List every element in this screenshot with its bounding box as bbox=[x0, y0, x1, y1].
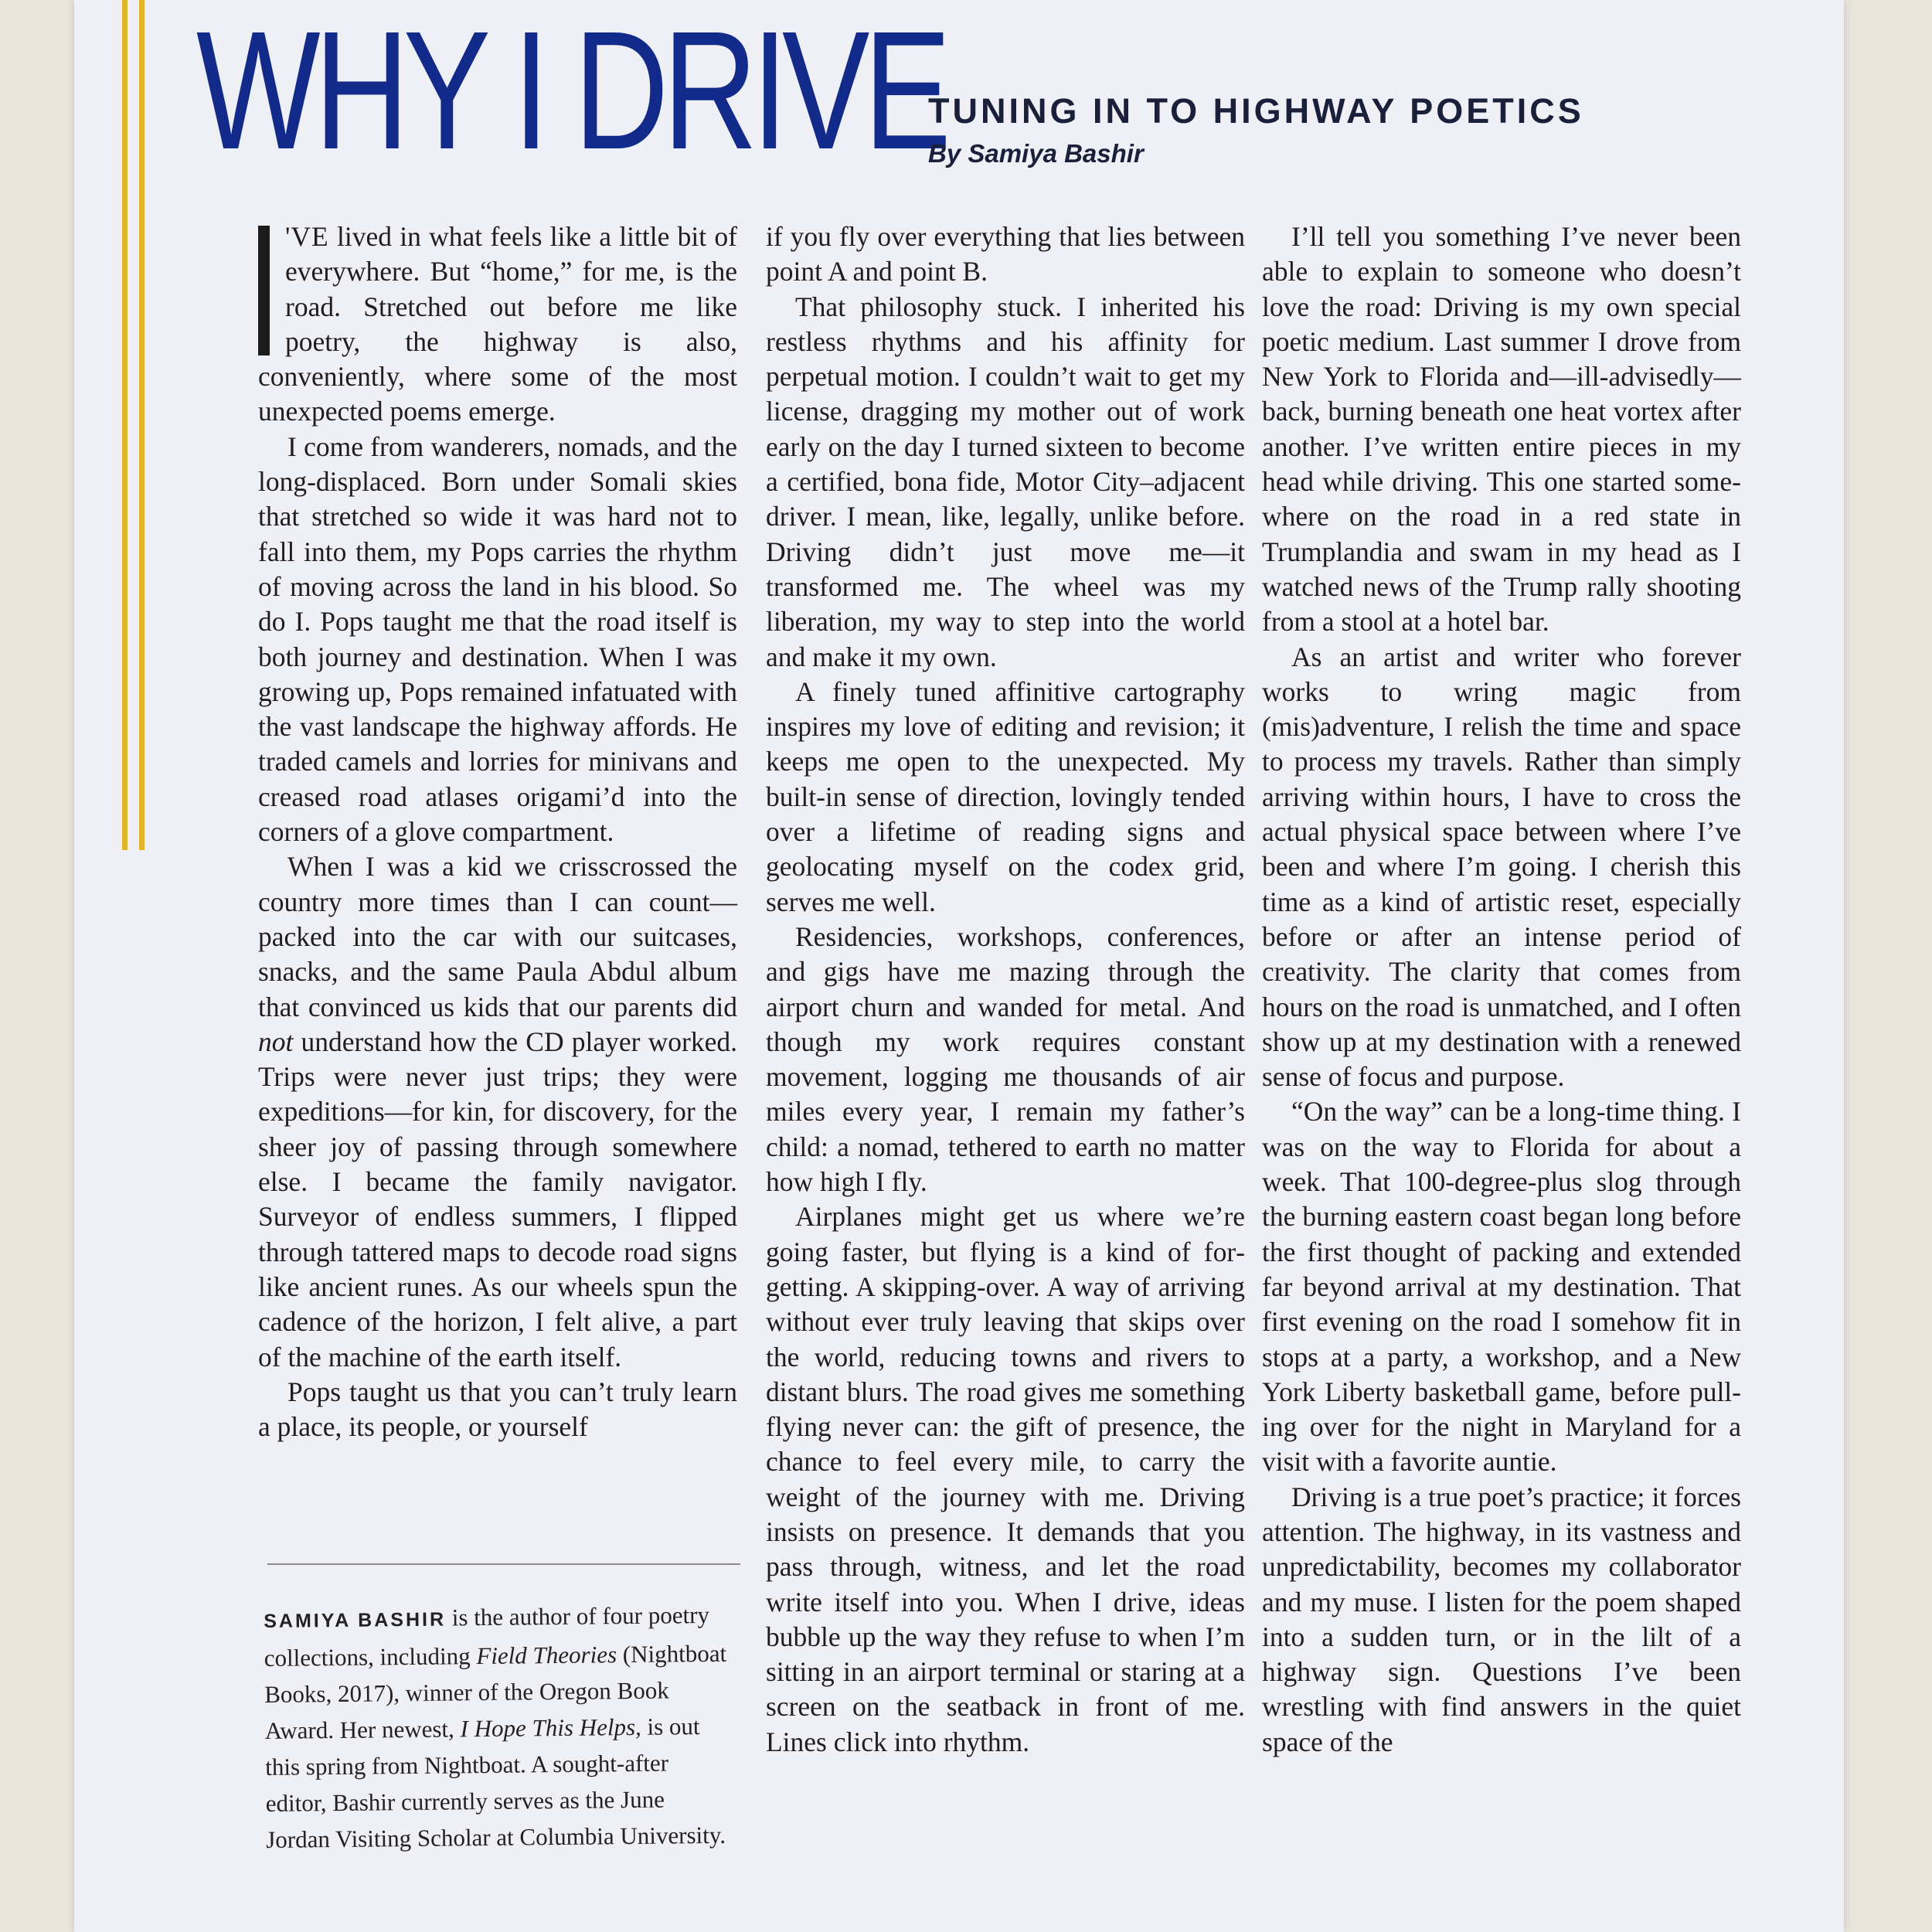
opening-small-caps: 'VE bbox=[285, 221, 329, 252]
text-column-1 bbox=[258, 219, 737, 1444]
emphasis-text: not bbox=[258, 1026, 294, 1057]
paragraph: As an artist and writer who forever works to wring magic from (mis)adventure, I relish the time and space to process my travels. Rather than simply arriving within hours, I have to cross the actual physical space between where I’ve been and where I’m going. I cherish this time as a kind of artistic reset, especially before or after an intense period of creativity. The clarity that comes from hours on the road is unmatched, and I often show up at my destination with a renewed sense of focus and purpose. bbox=[1262, 641, 1741, 1093]
paragraph: I’ll tell you something I’ve never been able to explain to someone who doesn’t love the road: Driving is my own special poetic medium. Last summer I drove from New York to Florida and—ill-advisedly—back, burning beneath one heat vortex after another. I’ve written entire pieces in my head while driving. This one started somewhere on the road in a red state in Trumplandia and swam in my head as I watched news of the Trump rally shooting from a stool at a hotel bar. bbox=[1262, 221, 1741, 638]
drop-cap-bar bbox=[258, 226, 270, 355]
paragraph: A finely tuned affinitive cartography inspires my love of editing and revision; it keeps me open to the unexpected. My built-in sense of direction, lovingly tended over a lifetime of reading signs and geolocating myself on the codex grid, serves me well. bbox=[766, 675, 1245, 917]
text-column-3 bbox=[1262, 219, 1741, 1760]
paragraph: That philosophy stuck. I inherited his restless rhythms and his affinity for perpetual motion. I couldn’t wait to get my license, dragging my mother out of work early on the day I turned sixteen to become a certified, bona fide, Motor City–adjacent driver. I mean, like, legally, unlike before. Driving didn’t just move me—it transformed me. The wheel was my liberation, my way to step into the world and make it my own. bbox=[766, 291, 1245, 672]
bio-book-title: I Hope This Helps, bbox=[460, 1713, 641, 1743]
paragraph bbox=[258, 219, 737, 430]
bio-text: is out this spring from Nightboat. A sought-after editor, Bashir currently serves as the June Jordan Visiting Scholar at Columbia University. bbox=[265, 1713, 726, 1853]
paragraph-text: understand how the CD player worked. Trips were never just trips; they were expeditions—for kin, for discovery, for the sheer joy of passing through somewhere else. I became the family navigator. Surveyor of endless summers, I flipped through tattered maps to decode road signs like ancient runes. As our wheels spun the cadence of the horizon, I felt alive, a part of the machine of the earth itself. bbox=[258, 1026, 737, 1372]
article-subtitle: TUNING IN TO HIGHWAY POETICS bbox=[928, 91, 1584, 131]
paragraph bbox=[258, 849, 737, 1374]
article-byline: By Samiya Bashir bbox=[928, 139, 1144, 168]
paragraph: if you fly over everything that lies between point A and point B. bbox=[766, 221, 1245, 287]
magazine-page bbox=[74, 0, 1844, 1932]
accent-rule-right bbox=[139, 0, 145, 850]
bio-book-title: Field Theories bbox=[476, 1641, 617, 1670]
paragraph: Pops taught us that you can’t truly learn a place, its people, or yourself bbox=[258, 1376, 737, 1443]
paragraph: Airplanes might get us where we’re going faster, but flying is a kind of forgetting. A skipping-over. A way of arriving without ever truly leaving that skips over the world, reducing towns and rivers to distant blurs. The road gives me something flying never can: the gift of presence, the chance to feel every mile, to carry the weight of the journey with me. Driving insists on presence. It demands that you pass through, witness, and let the road write itself into you. When I drive, ideas bubble up the way they refuse to when I’m sitting in an airport terminal or staring at a screen on the seatback in front of me. Lines click into rhythm. bbox=[766, 1201, 1245, 1757]
bio-text: is the author of four poetry collections, including bbox=[264, 1600, 710, 1672]
author-bio bbox=[264, 1597, 730, 1858]
paragraph: Residencies, workshops, conferences, and gigs have me mazing through the airport churn and wanded for metal. And though my work requires constant movement, logging me thousands of air miles every year, I remain my father’s child: a nomad, tethered to earth no matter how high I fly. bbox=[766, 920, 1245, 1198]
paragraph-text: lived in what feels like a little bit of everywhere. But “home,” for me, is the road. Stretched out before me like poetry, the highway is also, conveniently, where some of the most unexpected poems emerge. bbox=[258, 221, 737, 427]
paragraph: Driving is a true poet’s practice; it forces attention. The highway, in its vastness and unpredictability, becomes my collaborator and my muse. I listen for the poem shaped into a sudden turn, or in the lilt of a highway sign. Questions I’ve been wrestling with find answers in the quiet space of the bbox=[1262, 1481, 1741, 1757]
accent-rule-left bbox=[122, 0, 128, 850]
article-title: WHY I DRIVE bbox=[196, 0, 946, 185]
paragraph-text: When I was a kid we crisscrossed the country more times than I can count—packed into the car with our suitcases, snacks, and the same Paula Abdul album that convinced us kids that our parents did bbox=[258, 851, 737, 1022]
paragraph: I come from wanderers, nomads, and the long-displaced. Born under Somali skies that stretched so wide it was hard not to fall into them, my Pops carries the rhythm of moving across the land in his blood. So do I. Pops taught me that the road itself is both journey and destination. When I was growing up, Pops remained infatuated with the vast landscape the highway affords. He traded camels and lorries for minivans and creased road atlases origami’d into the corners of a glove compartment. bbox=[258, 430, 737, 848]
text-column-2 bbox=[766, 219, 1245, 1760]
bio-divider bbox=[267, 1563, 740, 1565]
paragraph: “On the way” can be a long-time thing. I was on the way to Florida for about a week. That 100-degree-plus slog through the burning eastern coast began long before the first thought of packing and extended far beyond arrival at my destination. That first evening on the road I somehow fit in stops at a party, a workshop, and a New York Liberty basketball game, before pulling over for the night in Maryland for a visit with a favorite auntie. bbox=[1262, 1096, 1741, 1478]
bio-text: (Nightboat Books, 2017), winner of the Oregon Book Award. Her newest, bbox=[264, 1639, 727, 1744]
bio-author-name: SAMIYA BASHIR bbox=[264, 1608, 447, 1632]
